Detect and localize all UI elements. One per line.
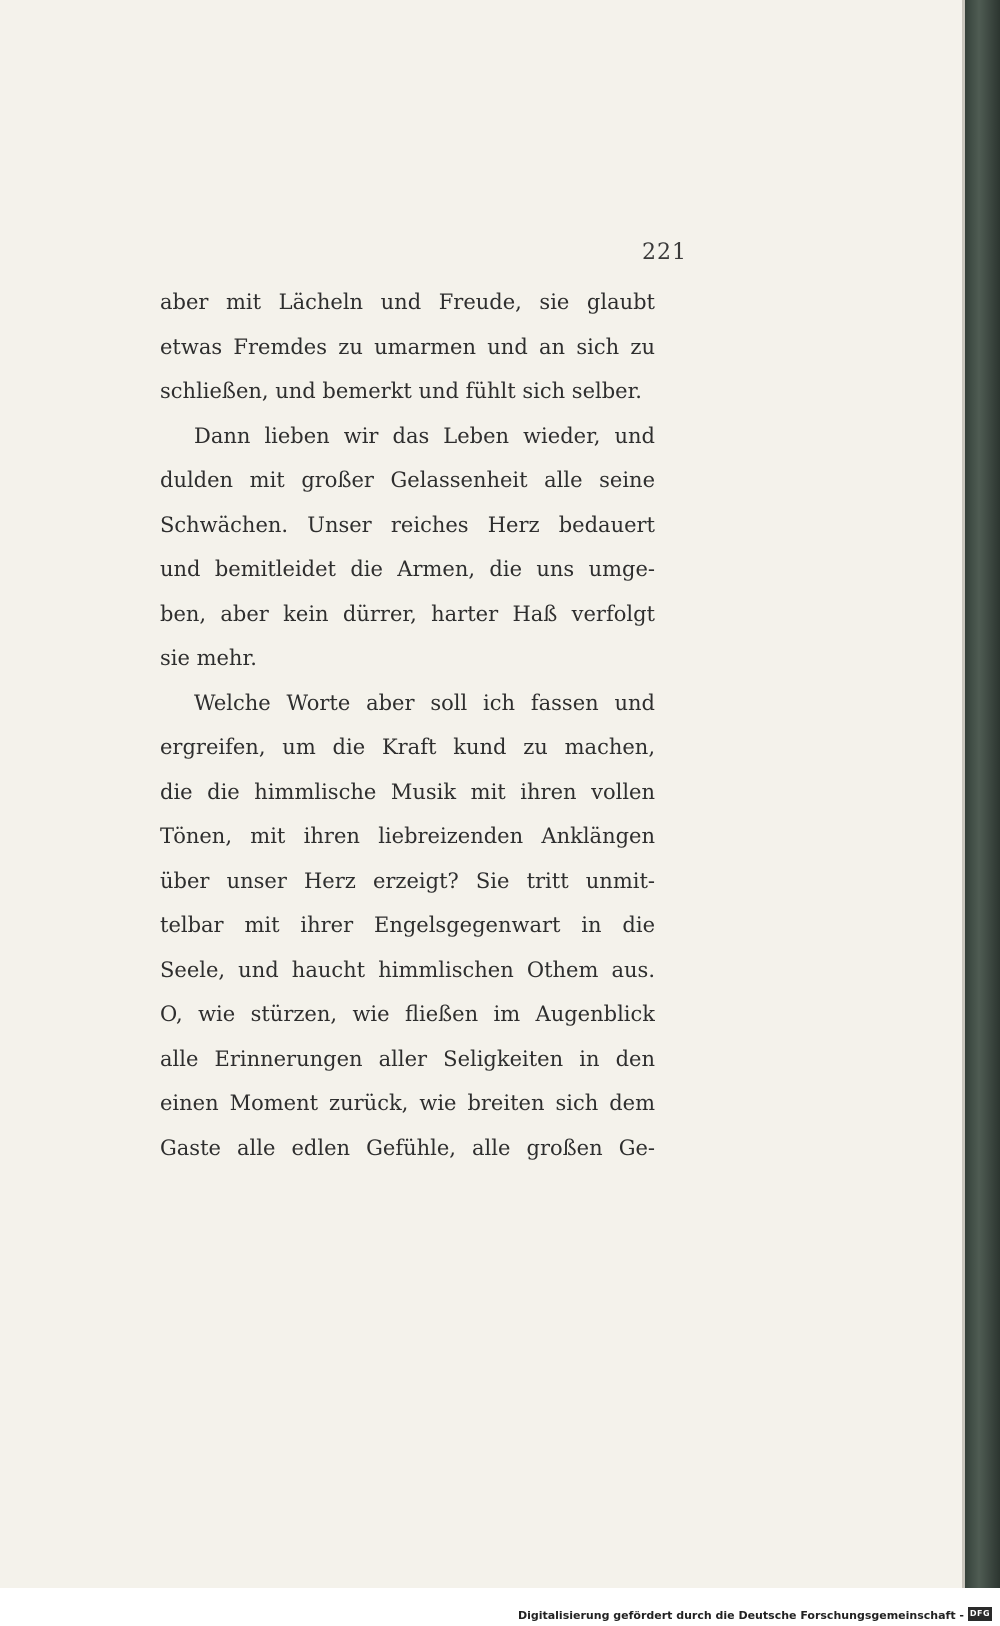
text-line: alle Erinnerungen aller Seligkeiten in den	[160, 1046, 655, 1071]
text-line: die die himmlische Musik mit ihren vollen	[160, 779, 655, 804]
text-line: Dann lieben wir das Leben wieder, und	[194, 423, 655, 448]
body-text	[160, 280, 655, 1170]
text-line: und bemitleidet die Armen, die uns umge-	[160, 557, 655, 581]
text-line: über unser Herz erzeigt? Sie tritt unmit-	[160, 868, 655, 893]
text-line: etwas Fremdes zu umarmen und an sich zu	[160, 334, 655, 359]
text-line: ben, aber kein dürrer, harter Haß verfolgt	[160, 601, 655, 626]
text-line: O, wie stürzen, wie fließen im Augenblick	[160, 1002, 655, 1026]
text-line: Schwächen. Unser reiches Herz bedauert	[160, 512, 655, 537]
text-line: Tönen, mit ihren liebreizenden Anklängen	[160, 824, 655, 848]
text-line: Welche Worte aber soll ich fassen und	[194, 690, 655, 715]
text-line: telbar mit ihrer Engelsgegenwart in die	[160, 913, 655, 937]
text-line: Seele, und haucht himmlischen Othem aus.	[160, 957, 655, 982]
funding-credit: Digitalisierung gefördert durch die Deutsche Forschungsgemeinschaft -	[517, 1609, 964, 1622]
text-line: ergreifen, um die Kraft kund zu machen,	[160, 735, 655, 759]
text-line: einen Moment zurück, wie breiten sich dem	[160, 1091, 655, 1115]
text-line: sie mehr.	[160, 646, 257, 670]
page-number: 221	[642, 240, 687, 265]
text-line: dulden mit großer Gelassenheit alle seine	[160, 468, 655, 492]
text-line: Gaste alle edlen Gefühle, alle großen Ge-	[160, 1135, 655, 1160]
text-line: aber mit Lächeln und Freude, sie glaubt	[160, 290, 655, 314]
book-binding-edge	[965, 0, 1000, 1588]
text-line: schließen, und bemerkt und fühlt sich selber.	[160, 379, 642, 403]
dfg-logo: DFG	[968, 1607, 992, 1621]
